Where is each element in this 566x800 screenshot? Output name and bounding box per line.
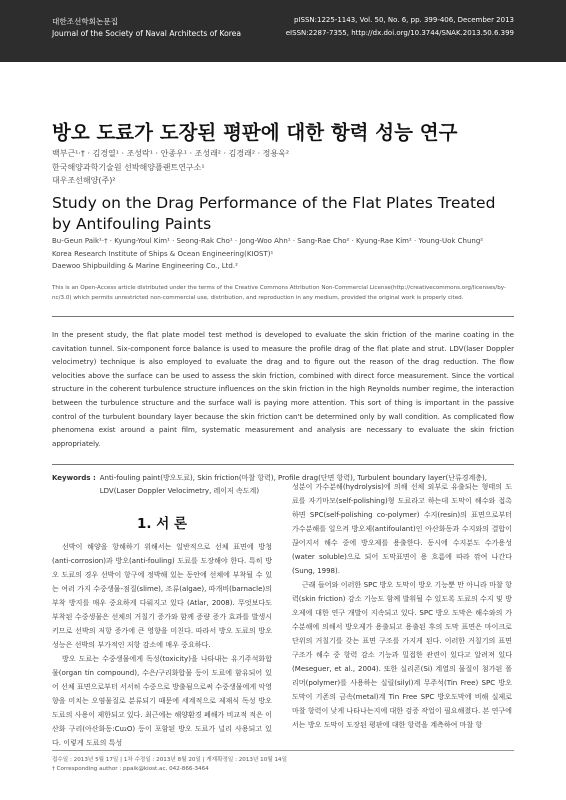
footer-rule: [52, 750, 514, 751]
abstract-text: In the present study, the flat plate model test method is developed to evaluate the skin friction of the marine coating in the cavitation tunnel. Six-component force balance is used to measure the profile drag of the flat plate and strut. LDV(laser Doppler velocimetry) technique is also employed to evaluate the drag and to figure out the reason of the drag reduction. The flow velocities above the surface can be used to assess the skin friction, combined with direct force measurement. Since the vortical structure in the coherent turbulence structure influences on the skin friction in the high Reynolds number regime, the interaction between the turbulence structure and the surface wall is paying more attention. This sort of thing is important in the passive control of the turbulent boundary layer because the skin friction can't be determined only by wall condition. As complicated flow phenomena exist around a paint film, systematic measurement and analysis are necessary to evaluate the skin friction appropriately.: [52, 330, 514, 448]
keywords-label: Keywords :: [52, 474, 96, 482]
journal-name-english: Journal of the Society of Naval Architects of Korea: [52, 29, 242, 38]
license-notice: This is an Open-Access article distributed under the terms of the Creative Commons Attribution Non-Commercial License(http://creativecommons.org/licenses/by-nc/3.0) which permits unrestricted non-commercial use, distribution, and reproduction in any medium, provided the original work is properly cited.: [52, 285, 506, 301]
section-heading: 1. 서 론: [136, 516, 187, 532]
abstract-top-rule: [52, 316, 514, 317]
received-dates: 접수일 : 2013년 5월 17일 | 1차 수정일 : 2013년 8월 20일 | 게재확정일 : 2013년 10월 14일: [52, 757, 287, 763]
pissn-line: pISSN:1225-1143, Vol. 50, No. 6, pp. 399-406, December 2013: [294, 16, 514, 24]
left-paragraph-2: 방오 도료는 수중생물에게 독성(toxicity)을 나타내는 유기주석화합물(organ tin compound), 수은/구리화합물 등이 도료에 함유되어 있어 선체 표면으로부터 서서히 수중으로 방출됨으로써 수중생물에게 악영향을 미치는 오염물질로 분류되기 때문에 세계적으로 제재식 독성 방오 도료의 사용이 제한되고 있다. 최근에는 해양환경 폐해가 비교적 적은 이산화 구리(아산화동:Cu₂O) 등이 포함된 방오 도료가 널리 사용되고 있다. 이렇게 도료의 특성: [52, 654, 272, 747]
corresponding-author: † Corresponding author : ppaik@kiost.ac, 042-866-3464: [52, 766, 209, 772]
paper-title-english-line-2: by Antifouling Paints: [52, 215, 212, 233]
abstract-bottom-rule: [52, 464, 514, 465]
affiliation-korean-2: 대우조선해양(주)²: [52, 176, 116, 185]
right-paragraph-1: 성분이 가수분해(hydrolysis)에 의해 선체 외부로 유출되는 형태의 도료를 자기마모(self-polishing)형 도료라고 하는데 도막이 해수와 접촉하면 SPC(self-polishing co-polymer) 수지(resin)의 표면으로부터 가수분해를 일으켜 방오제(antifoulant)인 아산화동과 수지와의 결합이 끊어지서 해수 중에 방오제를 용출한다. 동시에 수지분도 수가용성(water soluble)으로 되어 도막표면이 용 흐름에 따라 깎여 나간다 (Sung, 1998).: [292, 482, 512, 575]
right-paragraph-2: 근래 들어와 이러한 SPC 방오 도막이 방오 기능뿐 만 아니라 마찰 항력(skin friction) 감소 기능도 함께 발휘될 수 있도록 도료의 수지 및 방오제에 대한 연구 개발이 지속되고 있다. SPC 방오 도막은 해수와의 가수분해에 의해서 방오제가 용출되고 용출된 후의 도막 표면은 마이크로 단위의 거칠기를 갖는 표면 구조를 가지게 된다. 이러한 거칠기의 표면 구조가 해수 중 항력 감소 기능과 밀접한 관련이 있다고 알려져 있다 (Meseguer, et al., 2004). 또한 실리콘(Si) 계열의 물질이 첨가된 폴리머(polymer)를 사용하는 실릴(silyl)계 무주석(Tin Free) SPC 방오도막이 기존의 금속(metal)계 Tin Free SPC 방오도막에 비해 실제로 마찰 항력이 낮게 나타나는지에 대한 검증 작업이 필요해졌다. 본 연구에서는 방오 도막이 도장된 평판에 대한 항력을 계측하여 마찰 항: [292, 580, 512, 729]
paper-title-english-line-1: Study on the Drag Performance of the Flat Plates Treated: [52, 194, 496, 212]
affiliation-korean-1: 한국해양과학기술원 선박해양플랜트연구소¹: [52, 163, 205, 172]
affiliation-english-1: Korea Research Institute of Ships & Ocean Engineering(KIOST)¹: [52, 250, 274, 258]
authors-english: Bu-Geun Paik¹·† · Kyung-Youl Kim¹ · Seong-Rak Cho¹ · Jong-Woo Ahn¹ · Sang-Rae Cho² · Kyung-Rae Kim² · Young-Uok Chung²: [52, 237, 484, 245]
paper-title-korean: 방오 도료가 도장된 평판에 대한 항력 성능 연구: [52, 121, 458, 144]
journal-header-bar: [0, 0, 566, 62]
eissn-doi-line[interactable]: eISSN:2287-7355, http://dx.doi.org/10.3744/SNAK.2013.50.6.399: [285, 29, 514, 37]
authors-korean: 백부근¹·† · 김경열¹ · 조성락¹ · 안종우¹ · 조성래² · 김경래² · 정용욱²: [52, 149, 290, 158]
body-left-column: [52, 540, 272, 750]
left-paragraph-1: 선박이 해양을 항해하기 위해서는 일반적으로 선체 표면에 방청(anti-corrosion)과 방오(anti-fouling) 도료를 도장해야 한다. 특히 방오 도료의 경우 선박이 항구에 정박해 있는 동안에 선체에 부착될 수 있는 여러 가지 수중생물-점질(slime), 조류(algae), 따개비(barnacle)의 부착 방지를 매우 중요하게 다뤄지고 있다 (Atlar, 2008). 무엇보다도 부착된 수중생물은 선체의 거칠기 증가와 함께 증량 증가 효과를 발생시키므로 선박의 저항 증가에 큰 영향을 미친다. 따라서 방오 도료의 방오 성능은 선박의 부가적인 저항 감소에 매우 중요하다.: [52, 542, 272, 649]
body-right-column: [292, 480, 512, 732]
journal-name-korean: 대한조선학회논문집: [52, 17, 119, 26]
keywords-list: Anti-fouling paint(방오도료), Skin friction(마찰 항력), Profile drag(단면 항력), Turbulent boundary layer(난류경계층), LDV(Laser Doppler Velocimetry, 레이저 속도계): [99, 474, 487, 495]
affiliation-english-2: Daewoo Shipbuilding & Marine Engineering Co., Ltd.²: [52, 262, 238, 270]
